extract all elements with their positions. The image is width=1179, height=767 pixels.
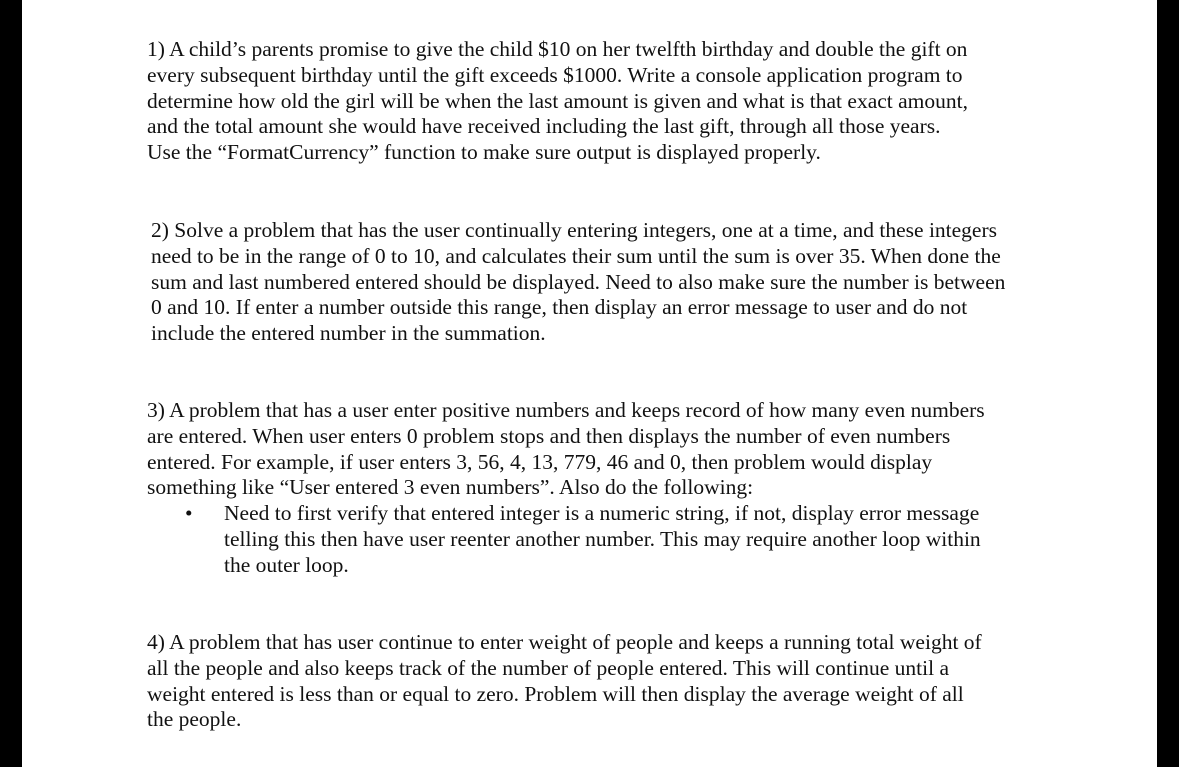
problem-2-line: 0 and 10. If enter a number outside this range, then display an error message to user and do not bbox=[151, 295, 968, 320]
problem-1-line: every subsequent birthday until the gift exceeds $1000. Write a console application program to bbox=[147, 62, 963, 87]
problem-4-line: weight entered is less than or equal to zero. Problem will then display the average weight of all bbox=[147, 681, 964, 706]
problem-4-line: the people. bbox=[147, 707, 242, 732]
problem-4 bbox=[147, 630, 1047, 733]
bullet-item bbox=[147, 501, 1047, 578]
problem-1-line: determine how old the girl will be when the last amount is given and what is that exact amount, bbox=[147, 88, 968, 113]
problem-2-line: need to be in the range of 0 to 10, and calculates their sum until the sum is over 35. When done the bbox=[151, 243, 1001, 268]
problem-4-line: all the people and also keeps track of the number of people entered. This will continue until a bbox=[147, 655, 950, 680]
problem-3-line: entered. For example, if user enters 3, 56, 4, 13, 779, 46 and 0, then problem would display bbox=[147, 449, 933, 474]
problem-3 bbox=[147, 398, 1047, 579]
problem-1-line: and the total amount she would have received including the last gift, through all those years. bbox=[147, 114, 941, 139]
problem-2-line: sum and last numbered entered should be displayed. Need to also make sure the number is between bbox=[151, 269, 1006, 294]
problem-4-line: 4) A problem that has user continue to enter weight of people and keeps a running total weight of bbox=[147, 630, 982, 654]
problem-3-line: 3) A problem that has a user enter positive numbers and keeps record of how many even numbers bbox=[147, 398, 985, 422]
problem-1-line: 1) A child’s parents promise to give the child $10 on her twelfth birthday and double the gift on bbox=[147, 37, 968, 61]
problem-3-line: something like “User entered 3 even numbers”. Also do the following: bbox=[147, 475, 754, 500]
problem-1 bbox=[147, 37, 1047, 166]
problem-2-line: include the entered number in the summation. bbox=[151, 321, 546, 346]
bullet-line: Need to first verify that entered integer is a numeric string, if not, display error message bbox=[224, 501, 980, 526]
problem-2 bbox=[151, 218, 1051, 347]
problem-3-line: are entered. When user enters 0 problem stops and then displays the number of even numbers bbox=[147, 423, 951, 448]
bullet-icon: • bbox=[185, 501, 193, 526]
problem-1-line: Use the “FormatCurrency” function to make sure output is displayed properly. bbox=[147, 140, 821, 165]
problem-2-line: 2) Solve a problem that has the user continually entering integers, one at a time, and these integers bbox=[151, 218, 998, 242]
bullet-line: the outer loop. bbox=[224, 552, 349, 577]
bullet-line: telling this then have user reenter another number. This may require another loop within bbox=[224, 526, 981, 551]
document-page bbox=[22, 0, 1157, 767]
